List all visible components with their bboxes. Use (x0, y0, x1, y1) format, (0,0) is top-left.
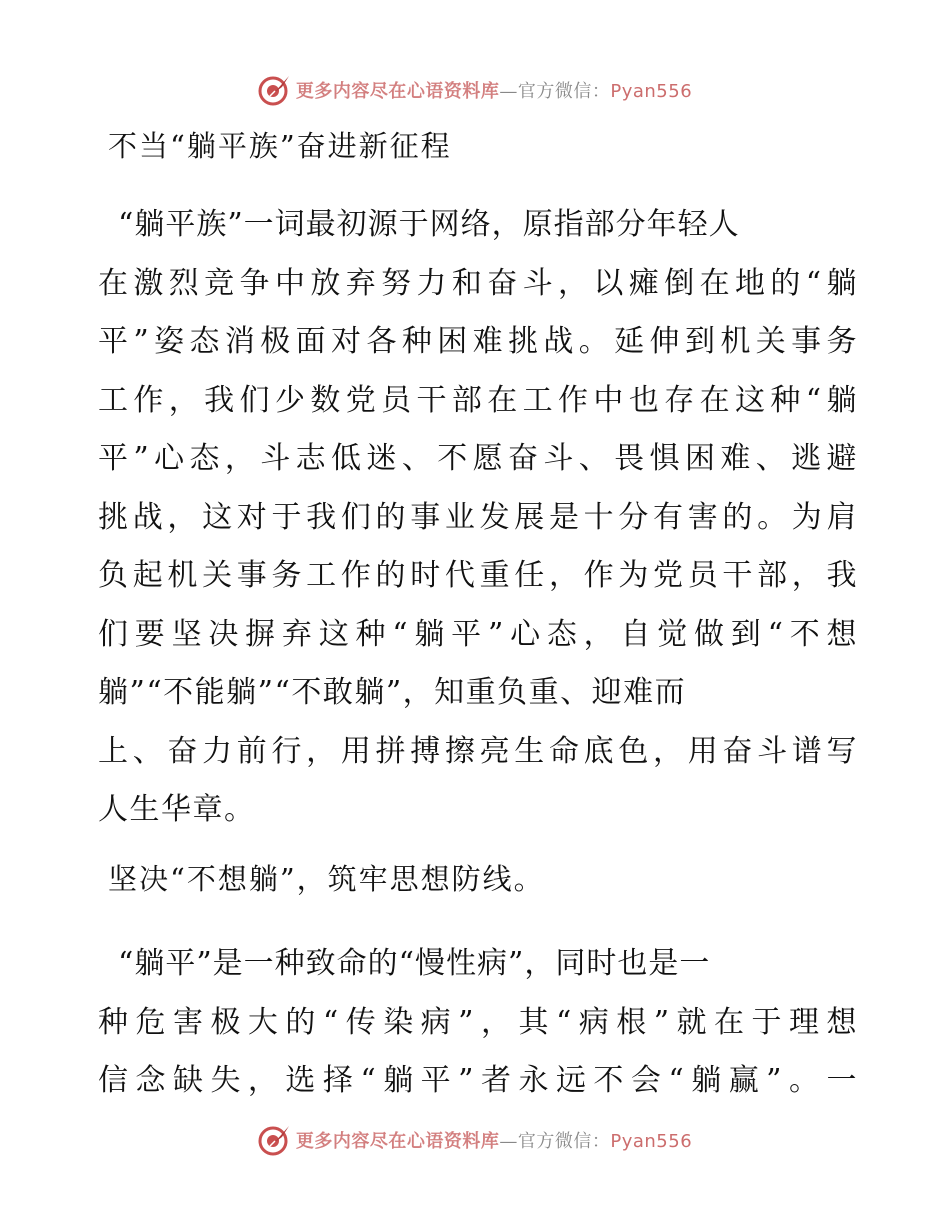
paragraph-section (98, 935, 858, 1111)
paragraph-line: “躺平族”一词最初源于网络，原指部分年轻人 (118, 207, 740, 242)
paragraph-line: 躺”“不能躺”“不敢躺”，知重负重、迎难而 (98, 675, 687, 710)
watermark-wechat-id: Pyan556 (610, 1131, 693, 1152)
watermark-dash: — (499, 1131, 518, 1152)
watermark-site: 更多内容尽在心语资料库 (295, 81, 500, 102)
watermark-wechat-id: Pyan556 (610, 81, 693, 102)
paragraph-line: 上、奋力前行，用拼搏擦亮生命底色，用奋斗谱写 (98, 733, 858, 769)
paragraph-line: 种危害极大的“传染病”，其“病根”就在于理想 (98, 1004, 858, 1040)
watermark-label: 官方微信： (517, 1131, 611, 1152)
header-watermark (0, 70, 950, 110)
paragraph-intro (98, 196, 858, 840)
paragraph-line: 平”姿态消极面对各种困难挑战。延伸到机关事务 (98, 324, 858, 359)
watermark-label: 官方微信： (517, 81, 611, 102)
quill-logo-icon (258, 1123, 292, 1157)
paragraph-line: 负起机关事务工作的时代重任，作为党员干部，我 (98, 558, 858, 593)
paragraph-line: 工作，我们少数党员干部在工作中也存在这种“躺 (98, 382, 858, 418)
watermark-dash: — (499, 81, 518, 102)
paragraph-line: 在激烈竞争中放弃努力和奋斗，以瘫倒在地的“躺 (98, 265, 858, 301)
paragraph-line: “躺平”是一种致命的“慢性病”，同时也是一 (118, 946, 711, 981)
paragraph-line: 们要坚决摒弃这种“躺平”心态，自觉做到“不想 (98, 616, 858, 652)
document-title: 不当“躺平族”奋进新征程 (108, 129, 452, 163)
watermark-text (296, 1127, 692, 1153)
footer-watermark (0, 1120, 950, 1160)
watermark-text (296, 77, 692, 103)
paragraph-line: 挑战，这对于我们的事业发展是十分有害的。为肩 (98, 499, 858, 535)
quill-logo-icon (258, 73, 292, 107)
paragraph-line: 人生华章。 (98, 792, 256, 827)
watermark-site: 更多内容尽在心语资料库 (295, 1131, 500, 1152)
paragraph-line: 平”心态，斗志低迷、不愿奋斗、畏惧困难、逃避 (98, 441, 858, 476)
section-heading: 坚决“不想躺”，筑牢思想防线。 (108, 862, 545, 896)
paragraph-line: 信念缺失，选择“躺平”者永远不会“躺赢”。一 (98, 1063, 858, 1098)
